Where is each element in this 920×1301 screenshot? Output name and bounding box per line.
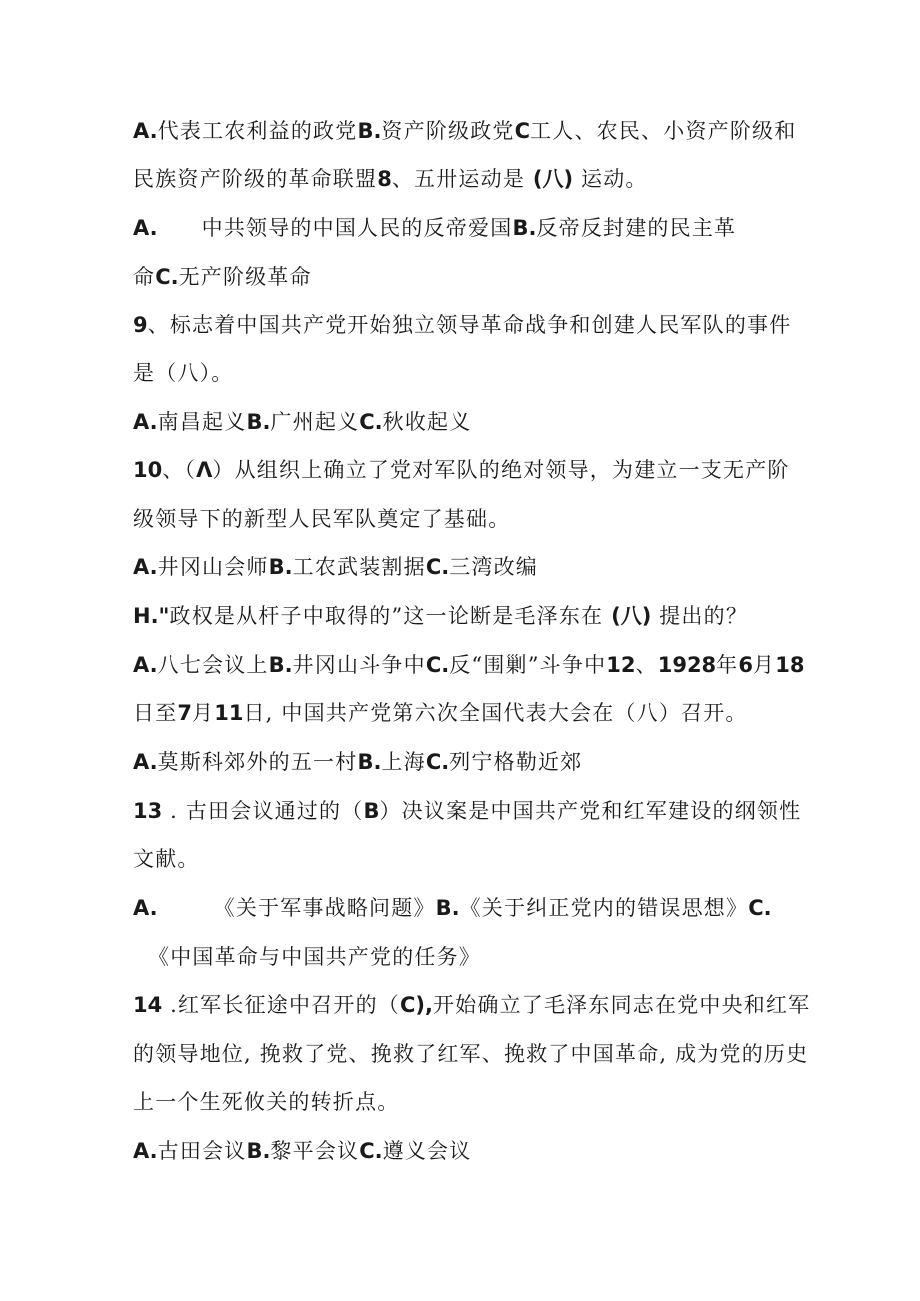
text-line-22 xyxy=(133,1136,471,1166)
option-text: 《中国革命与中国共产党的任务》 xyxy=(148,945,481,969)
question-number: 14 xyxy=(133,993,163,1017)
option-label: C. xyxy=(359,1139,383,1163)
question-text: 文献。 xyxy=(133,847,200,871)
option-label: A. xyxy=(133,119,158,143)
option-label: C. xyxy=(748,896,772,920)
option-label: C. xyxy=(425,750,450,774)
text-line-21 xyxy=(133,1087,399,1117)
option-text: 八七会议上 xyxy=(157,653,269,677)
question-text: 、标志着中国共产党开始独立领导革命战争和创建人民军队的事件 xyxy=(147,313,792,337)
date-number: 6 xyxy=(738,653,753,677)
answer-marker: Λ xyxy=(196,458,213,482)
option-label: A. xyxy=(133,896,158,920)
option-text: 中共领导的中国人民的反帝爱国 xyxy=(201,216,513,240)
option-text: 古田会议 xyxy=(157,1139,247,1163)
text-line-18 xyxy=(148,942,481,972)
date-number: 18 xyxy=(775,653,805,677)
text-line-8 xyxy=(133,455,790,485)
option-text: 反“围剿”斗争中 xyxy=(449,653,607,677)
option-text: 命 xyxy=(133,265,156,289)
option-text: 上海 xyxy=(381,750,426,774)
text-line-9 xyxy=(133,504,510,534)
option-label: B. xyxy=(246,1139,271,1163)
text-line-13 xyxy=(133,698,748,728)
question-text: 政权是从杆子中取得的”这一论断是毛泽东在 xyxy=(169,604,604,628)
text-line-10 xyxy=(133,552,538,582)
text-line-6 xyxy=(133,358,234,388)
option-label: A. xyxy=(133,216,158,240)
question-text: 开始确立了毛泽东同志在党中央和红军 xyxy=(432,993,811,1017)
answer-marker: (八) xyxy=(611,604,652,628)
option-label: B. xyxy=(357,119,382,143)
text-line-3 xyxy=(133,213,736,243)
option-label: B. xyxy=(246,410,271,434)
option-text: 反帝反封建的民主革 xyxy=(536,216,737,240)
option-label: A. xyxy=(133,555,158,579)
date-number: 7 xyxy=(177,701,193,725)
option-text: 《关于军事战略问题》 xyxy=(213,896,436,920)
option-text: 遵义会议 xyxy=(382,1139,472,1163)
question-text: 的领导地位, 挽救了党、挽救了红军、挽救了中国革命, 成为党的历史 xyxy=(133,1042,809,1066)
text-line-17 xyxy=(133,893,772,923)
option-text: 黎平会议 xyxy=(270,1139,360,1163)
option-text: 民族资产阶级的革命联盟 xyxy=(133,167,378,191)
question-text: 日至 xyxy=(133,701,178,725)
question-text: 运动。 xyxy=(581,167,648,191)
text-line-11 xyxy=(133,601,748,631)
option-text: 南昌起义 xyxy=(157,410,247,434)
date-number: 11 xyxy=(214,701,244,725)
text-line-20 xyxy=(133,1039,808,1069)
question-text: 月 xyxy=(192,701,215,725)
text-line-12 xyxy=(133,650,804,680)
answer-marker: C xyxy=(399,993,416,1017)
question-text: 上一个生死攸关的转折点。 xyxy=(133,1090,400,1114)
punctuation: ), xyxy=(415,993,433,1017)
option-text: 列宁格勒近郊 xyxy=(449,750,583,774)
option-text: 工农武装割据 xyxy=(292,555,426,579)
option-label: A. xyxy=(133,750,158,774)
question-text: 日, 中国共产党第六次全国代表大会在（八）召开。 xyxy=(243,701,748,725)
text-line-16 xyxy=(133,844,200,874)
option-text: 工人、农民、小资产阶级和 xyxy=(530,119,797,143)
option-text: 资产阶级政党 xyxy=(381,119,515,143)
question-text: 月 xyxy=(753,653,776,677)
option-text: 秋收起义 xyxy=(382,410,472,434)
option-text: 《关于纠正党内的错误思想》 xyxy=(459,896,749,920)
question-text: . 古田会议通过的（ xyxy=(162,799,364,823)
option-label: C xyxy=(514,119,531,143)
text-line-4 xyxy=(133,262,312,292)
question-number: H." xyxy=(133,604,170,628)
option-text: 广州起义 xyxy=(270,410,360,434)
option-label: C. xyxy=(425,653,450,677)
question-text: 年 xyxy=(716,653,739,677)
text-line-7 xyxy=(133,407,471,437)
question-number: 13 xyxy=(133,799,163,823)
question-text: 提出的？ xyxy=(659,604,749,628)
option-label: B. xyxy=(268,555,293,579)
option-label: B. xyxy=(268,653,293,677)
option-text: 无产阶级革命 xyxy=(178,265,312,289)
date-number: 1928 xyxy=(657,653,717,677)
option-label: B. xyxy=(435,896,460,920)
option-label: A. xyxy=(133,410,158,434)
option-label: B. xyxy=(512,216,537,240)
question-text: ）决议案是中国共产党和红军建设的纲领性 xyxy=(379,799,802,823)
text-line-15 xyxy=(133,796,801,826)
option-text: 莫斯科郊外的五一村 xyxy=(157,750,358,774)
question-text: 、（ xyxy=(162,458,197,482)
question-text: ）从组织上确立了党对军队的绝对领导，为建立一支无产阶 xyxy=(212,458,790,482)
question-number: 8 xyxy=(377,167,392,191)
option-label: C. xyxy=(155,265,179,289)
text-line-14 xyxy=(133,747,582,777)
option-text: 井冈山斗争中 xyxy=(292,653,426,677)
option-label: B. xyxy=(357,750,382,774)
question-text: 是（八）。 xyxy=(133,361,234,385)
text-line-2 xyxy=(133,164,648,194)
option-label: C. xyxy=(425,555,450,579)
text-line-5 xyxy=(133,310,791,340)
question-number: 10 xyxy=(133,458,163,482)
option-text: 井冈山会师 xyxy=(157,555,269,579)
text-line-19 xyxy=(133,990,810,1020)
answer-marker: B xyxy=(363,799,380,823)
answer-marker: (八) xyxy=(532,167,574,191)
option-label: A. xyxy=(133,1139,158,1163)
option-text: 三湾改编 xyxy=(449,555,539,579)
option-text: 代表工农利益的政党 xyxy=(157,119,358,143)
question-number: 12 xyxy=(606,653,636,677)
question-text: .红军长征途中召开的（ xyxy=(162,993,400,1017)
option-label: A. xyxy=(133,653,158,677)
question-text: 、 xyxy=(635,653,658,677)
question-number: 9 xyxy=(133,313,148,337)
option-label: C. xyxy=(359,410,383,434)
question-text: 级领导下的新型人民军队奠定了基础。 xyxy=(133,507,511,531)
text-line-1 xyxy=(133,116,796,146)
question-text: 、五卅运动是 xyxy=(391,167,526,191)
